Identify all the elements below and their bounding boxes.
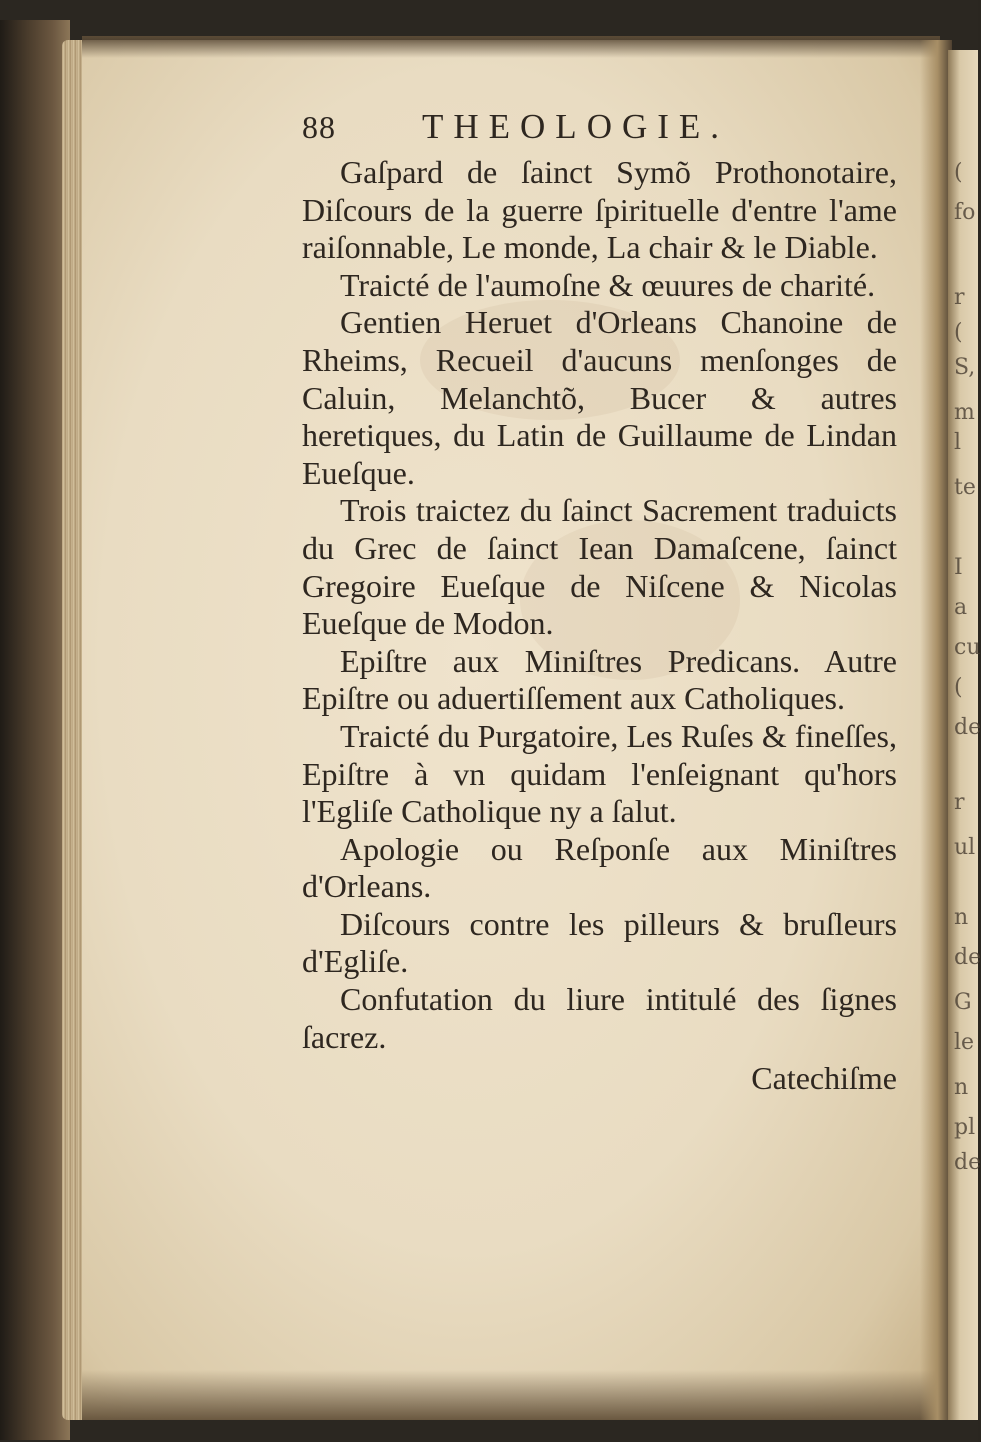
bibliography-entry: Epiſtre aux Miniſtres Predicans. Autre Epiſtre ou aduertiſſement aux Catholiques. <box>302 642 897 717</box>
facing-page-fragment: n <box>954 905 969 930</box>
facing-page-fragment: l <box>954 430 962 455</box>
bibliography-entry: Traicté de l'aumoſne & œuures de charité. <box>340 266 876 303</box>
bibliography-entry: Diſcours contre les pilleurs & bruſleurs d'Egliſe. <box>302 905 897 980</box>
facing-page-fragment: le <box>954 1030 975 1055</box>
facing-page-fragment: r <box>954 790 965 815</box>
facing-page-fragment: de <box>954 1150 981 1175</box>
facing-page-fragment: a <box>954 595 968 620</box>
bibliography-entry: Apologie ou Reſponſe aux Miniſtres d'Orleans. <box>302 830 897 905</box>
facing-page-fragment: r <box>954 285 965 310</box>
running-title: THEOLOGIE. <box>422 107 730 146</box>
page-number: 88 <box>302 109 336 145</box>
facing-page-fragment: ( <box>954 675 963 700</box>
facing-page-fragment: te <box>954 475 976 500</box>
facing-page-fragment: S, <box>954 355 976 380</box>
facing-page-fragment: G <box>954 990 972 1015</box>
facing-page-fragment: ( <box>954 320 963 345</box>
bibliography-entry: Gaſpard de ſainct Symõ Prothonotaire, Diſcours de la guerre ſpirituelle d'entre l'ame raiſonnable, Le monde, La chair & le Diable. <box>302 154 897 266</box>
catchword: Catechiſme <box>751 1060 897 1097</box>
page-header <box>302 108 897 150</box>
facing-page-fragment: cu <box>954 635 981 660</box>
page-bottom-shadow <box>82 1370 940 1420</box>
facing-page-fragment: n <box>954 1075 969 1100</box>
facing-page-fragment: m <box>954 400 975 425</box>
book-cover-edge <box>0 20 70 1440</box>
bibliography-entry: Gentien Heruet d'Orleans Chanoine de Rheims, Recueil d'aucuns menſonges de Caluin, Melanchtõ, Bucer & autres heretiques, du Latin de Guillaume de Lindan Eueſque. <box>302 304 897 491</box>
bibliography-entry: Confutation du liure intitulé des ſignes ſacrez. <box>302 981 897 1055</box>
facing-page-fragment: ul <box>954 835 976 860</box>
facing-page-fragment: de <box>954 945 981 970</box>
facing-page-fragment: pl <box>954 1115 976 1140</box>
facing-page-fragment: I <box>954 555 963 580</box>
facing-page-fragment: fo <box>954 200 976 225</box>
facing-page-fragment: de <box>954 715 981 740</box>
bibliography-entry: Traicté du Purgatoire, Les Ruſes & fineſſes, Epiſtre à vn quidam l'enſeignant qu'hors l'Egliſe Catholique ny a ſalut. <box>302 717 897 830</box>
page-top-shadow <box>82 36 940 58</box>
bibliography-entry: Trois traictez du ſainct Sacrement traduicts du Grec de ſainct Iean Damaſcene, ſainct Gregoire Eueſque de Niſcene & Nicolas Eueſque de Modon. <box>302 492 897 642</box>
page-text-block <box>302 108 897 1098</box>
facing-page-fragment: ( <box>954 160 963 185</box>
